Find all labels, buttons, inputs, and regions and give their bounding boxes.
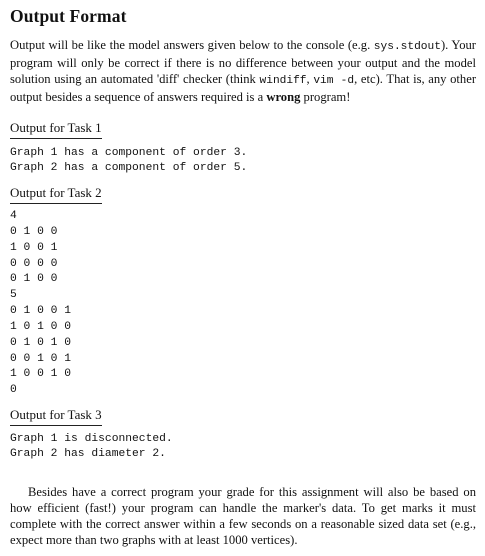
output-line: Graph 2 has a component of order 5.: [10, 162, 248, 174]
intro-text: ,: [306, 72, 314, 86]
intro-text: , etc). That is, any other output besides a sequence of answers required is a: [10, 72, 477, 104]
inline-code: vim -d: [313, 75, 355, 87]
section-title: Output Format: [10, 6, 127, 26]
task1-heading: Output for Task 1: [10, 120, 102, 139]
output-line: 0 1 0 1 0: [10, 336, 72, 349]
output-line: 0 1 0 0: [10, 225, 58, 238]
output-line: 0: [10, 384, 17, 397]
output-line: Graph 1 has a component of order 3.: [10, 147, 248, 159]
intro-text: program!: [300, 90, 351, 104]
intro-text: ). Your program will only be correct if there is no difference between your output and the model solution using an automated 'diff' checker (think: [10, 38, 476, 86]
inline-code: sys.stdout: [373, 41, 441, 53]
closing-paragraph: Besides have a correct program your grade for this assignment will also be based on how efficient (fast!) your program can handle the marker's data. To get marks it must complete with the correct answer within a few seconds on a reasonable sized data set (e.g., expect more than two graphs with at least 1000 vertices).: [10, 485, 476, 547]
output-line: Graph 1 is disconnected.: [10, 433, 173, 445]
task3-output: [10, 432, 173, 462]
task1-output: [10, 146, 247, 176]
output-line: Graph 2 has diameter 2.: [10, 448, 166, 460]
output-line: 0 0 1 0 1: [10, 352, 72, 365]
output-line: 1 0 0 1 0: [10, 368, 72, 381]
output-line: 1 0 0 1: [10, 241, 58, 254]
output-line: 1 0 1 0 0: [10, 320, 72, 333]
output-line: 5: [10, 289, 17, 302]
task2-output: [10, 209, 71, 399]
output-line: 4: [10, 210, 17, 222]
intro-text: Output will be like the model answers given below to the console (e.g.: [10, 38, 374, 52]
task3-heading: Output for Task 3: [10, 407, 102, 426]
emphasis-text: wrong: [266, 90, 301, 104]
intro-paragraph: [10, 37, 476, 105]
output-line: 0 1 0 0: [10, 273, 58, 286]
task2-heading: Output for Task 2: [10, 185, 102, 204]
output-line: 0 1 0 0 1: [10, 305, 72, 318]
inline-code: windiff: [259, 75, 307, 87]
output-line: 0 0 0 0: [10, 257, 58, 270]
